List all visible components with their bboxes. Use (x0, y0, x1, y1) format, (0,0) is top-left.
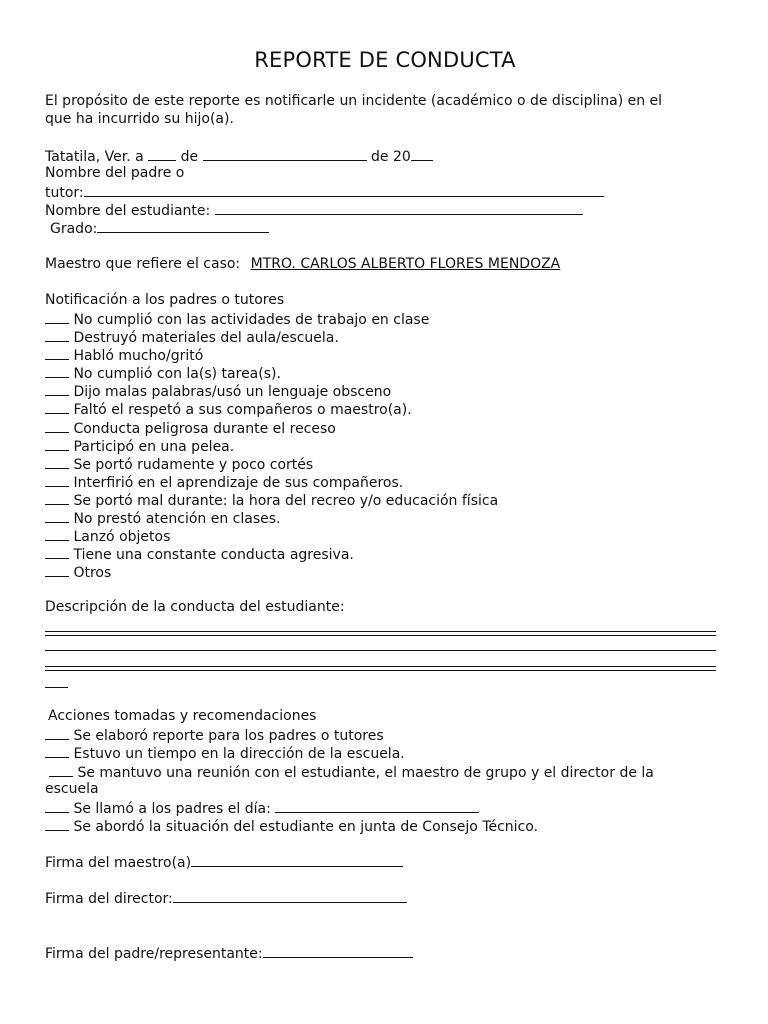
notification-checkbox-blank[interactable] (45, 309, 69, 324)
notification-item (45, 345, 498, 363)
notification-item-label: Interfirió en el aprendizaje de sus compañeros. (73, 474, 404, 491)
grade-blank[interactable] (97, 218, 269, 233)
notification-item-label: Tiene una constante conducta agresiva. (73, 547, 354, 564)
actions-heading: Acciones tomadas y recomendaciones (48, 708, 317, 724)
notification-checkbox-blank[interactable] (45, 472, 69, 487)
student-name-blank[interactable] (215, 200, 583, 215)
notification-checkbox-blank[interactable] (45, 454, 69, 469)
notification-item (45, 562, 498, 580)
director-signature-line (45, 888, 407, 908)
description-rule-5[interactable] (45, 670, 716, 671)
action-5-blank[interactable] (45, 816, 69, 831)
notification-checkbox-blank[interactable] (45, 381, 69, 396)
notification-checkbox-blank[interactable] (45, 436, 69, 451)
student-field-line (45, 200, 583, 220)
description-rule-4[interactable] (45, 666, 716, 667)
notification-item (45, 309, 498, 327)
notification-item-label: Conducta peligrosa durante el receso (73, 420, 336, 437)
notification-item (45, 472, 498, 490)
parent-signature-line (45, 943, 413, 963)
action-1-label: Se elaboró reporte para los padres o tutores (73, 728, 384, 744)
notification-item-label: Lanzó objetos (73, 529, 171, 546)
notification-checkbox-blank[interactable] (45, 345, 69, 360)
day-blank[interactable] (148, 146, 176, 161)
notification-checkbox-blank[interactable] (45, 363, 69, 378)
document-title: REPORTE DE CONDUCTA (254, 48, 516, 72)
action-item-2 (45, 743, 405, 763)
notification-checkbox-blank[interactable] (45, 399, 69, 414)
description-rule-1[interactable] (45, 631, 716, 632)
notification-item (45, 454, 498, 472)
notification-item (45, 436, 498, 454)
notification-checkbox-blank[interactable] (45, 490, 69, 505)
description-rule-2[interactable] (45, 635, 716, 636)
notification-item-label: Participó en una pelea. (73, 438, 235, 455)
notification-item-label: Se portó rudamente y poco cortés (73, 456, 314, 473)
parent-label-line-2: tutor: (45, 185, 84, 201)
action-2-blank[interactable] (45, 743, 69, 758)
notification-item (45, 381, 498, 399)
parent-signature-blank[interactable] (263, 943, 413, 958)
teacher-signature-blank[interactable] (191, 852, 403, 867)
notification-item (45, 490, 498, 508)
notification-item (45, 544, 498, 562)
action-2-label: Estuvo un tiempo en la dirección de la escuela. (73, 746, 405, 762)
place-date-prefix: Tatatila, Ver. a (45, 149, 144, 165)
action-item-3 (49, 762, 654, 782)
description-label: Descripción de la conducta del estudiante: (45, 599, 345, 615)
action-item-4 (45, 798, 479, 818)
grade-field-line (50, 218, 269, 238)
action-3-label-line-1: Se mantuvo una reunión con el estudiante, el maestro de grupo y el director de la (77, 765, 654, 781)
teacher-signature-line (45, 852, 403, 872)
notification-item (45, 363, 498, 381)
place-date-line (45, 146, 433, 166)
notification-item-label: No prestó atención en clases. (73, 511, 281, 528)
notification-item-label: Se portó mal durante: la hora del recreo y/o educación física (73, 492, 499, 509)
action-5-label: Se abordó la situación del estudiante en junta de Consejo Técnico. (73, 819, 539, 835)
notification-item-label: No cumplió con las actividades de trabajo en clase (73, 312, 430, 328)
notification-item (45, 327, 498, 345)
parent-name-blank[interactable] (84, 182, 604, 197)
student-label: Nombre del estudiante: (45, 203, 211, 219)
notification-checkbox-blank[interactable] (45, 562, 69, 577)
teacher-line (45, 255, 560, 273)
place-date-de: de (180, 149, 199, 165)
parent-signature-label: Firma del padre/representante: (45, 946, 263, 962)
teacher-signature-label: Firma del maestro(a) (45, 855, 192, 871)
action-3-label-line-2: escuela (45, 781, 99, 797)
action-4-label: Se llamó a los padres el día: (73, 801, 271, 817)
call-date-blank[interactable] (275, 798, 479, 813)
notification-item-label: Destruyó materiales del aula/escuela. (73, 330, 339, 347)
notification-item-label: Otros (73, 565, 112, 582)
teacher-name: MTRO. CARLOS ALBERTO FLORES MENDOZA (250, 256, 561, 272)
grade-label: Grado: (50, 221, 98, 237)
notification-item (45, 418, 498, 436)
description-rule-6[interactable] (45, 687, 68, 688)
month-blank[interactable] (203, 146, 367, 161)
director-signature-label: Firma del director: (45, 891, 173, 907)
intro-line-2: que ha incurrido su hijo(a). (45, 111, 234, 127)
notification-checkbox-blank[interactable] (45, 327, 69, 342)
parent-field-line (45, 182, 604, 202)
notification-item-label: Habló mucho/gritó (73, 348, 204, 365)
action-3-blank[interactable] (49, 762, 73, 777)
action-4-blank[interactable] (45, 798, 69, 813)
director-signature-blank[interactable] (173, 888, 407, 903)
description-rule-3[interactable] (45, 650, 716, 651)
notification-checkbox-blank[interactable] (45, 544, 69, 559)
year-blank[interactable] (411, 146, 433, 161)
parent-label-line-1: Nombre del padre o (45, 165, 185, 181)
notification-item (45, 399, 498, 417)
teacher-label: Maestro que refiere el caso: (45, 256, 241, 272)
notification-checkbox-blank[interactable] (45, 526, 69, 541)
notification-item (45, 526, 498, 544)
action-1-blank[interactable] (45, 725, 69, 740)
notification-checkbox-blank[interactable] (45, 508, 69, 523)
notification-item-label: No cumplió con la(s) tarea(s). (73, 366, 281, 383)
notifications-list (45, 309, 498, 580)
notification-item (45, 508, 498, 526)
notification-item-label: Faltó el respetó a sus compañeros o maestro(a). (73, 402, 412, 419)
notification-item-label: Dijo malas palabras/usó un lenguaje obsceno (73, 384, 392, 401)
notifications-heading: Notificación a los padres o tutores (45, 292, 285, 308)
action-item-5 (45, 816, 538, 836)
intro-line-1: El propósito de este reporte es notificarle un incidente (académico o de disciplina) en el (45, 93, 663, 109)
place-date-year-prefix: de 20 (371, 149, 411, 165)
notification-checkbox-blank[interactable] (45, 418, 69, 433)
action-item-1 (45, 725, 384, 745)
